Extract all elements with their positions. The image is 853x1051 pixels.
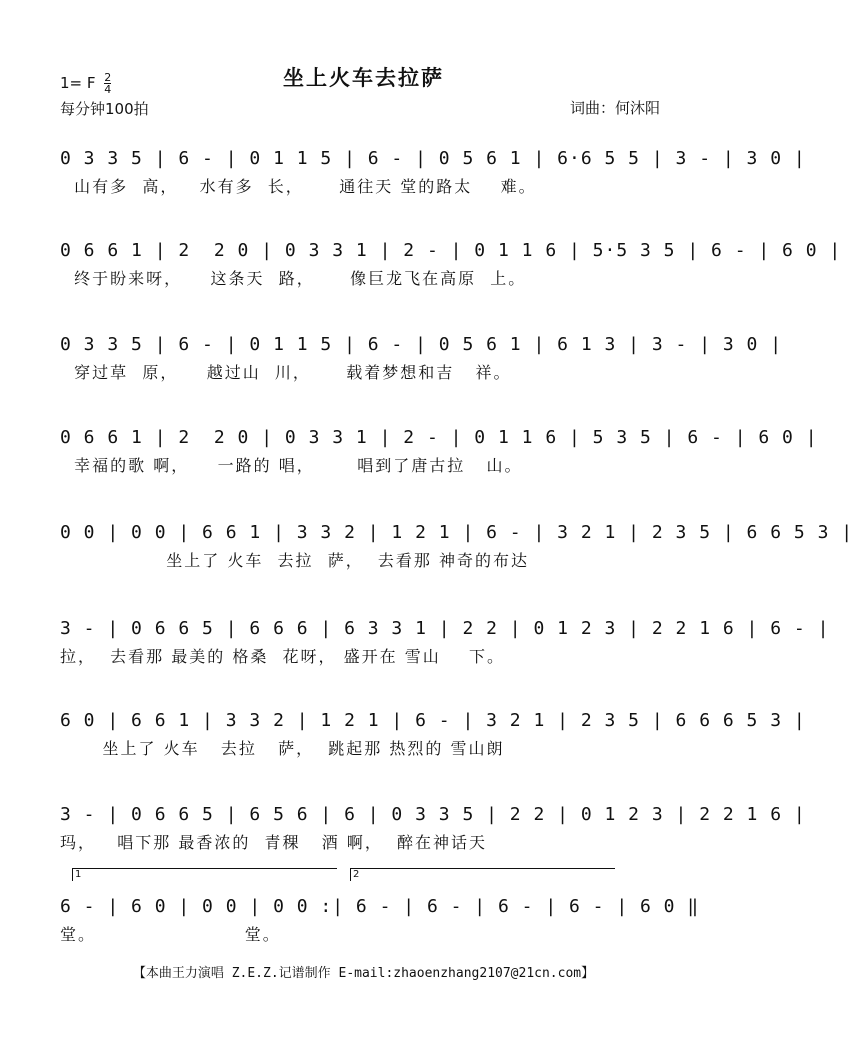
composer-credit: 词曲：何沐阳 [570,99,661,117]
notation-row: 0 3 3 5 | 6 - | 0 1 1 5 | 6 - | 0 5 6 1 | 6·6 5 5 | 3 - | 3 0 | [60,148,806,169]
second-ending-bracket [350,868,615,881]
notation-row: 6 0 | 6 6 1 | 3 3 2 | 1 2 1 | 6 - | 3 2 1 | 2 3 5 | 6 6 6 5 3 | [60,710,806,731]
notation-row: 6 - | 6 0 | 0 0 | 0 0 :| 6 - | 6 - | 6 - | 6 - | 6 0 ‖ [60,896,700,917]
time-signature [104,72,111,95]
score-line-1 [60,148,806,228]
notation-row: 3 - | 0 6 6 5 | 6 5 6 | 6 | 0 3 3 5 | 2 2 | 0 1 2 3 | 2 2 1 6 | [60,804,806,825]
lyrics-row: 坐上了 火车 去拉 萨， 跳起那 热烈的 雪山朗 [60,739,505,758]
lyrics-row: 堂。 堂。 [60,925,281,944]
score-line-3 [60,334,783,414]
lyrics-row: 山有多 高， 水有多 长， 通往天 堂的路太 难。 [60,177,537,196]
key-label: 1= F [60,74,96,92]
lyrics-row: 玛， 唱下那 最香浓的 青稞 酒 啊， 醉在神话天 [60,833,488,852]
lyrics-row: 穿过草 原， 越过山 川， 载着梦想和吉 祥。 [60,363,512,382]
score-line-4 [60,427,818,507]
score-line-2 [60,240,842,320]
notation-row: 0 0 | 0 0 | 6 6 1 | 3 3 2 | 1 2 1 | 6 - | 3 2 1 | 2 3 5 | 6 6 5 3 | [60,522,853,543]
notation-row: 0 3 3 5 | 6 - | 0 1 1 5 | 6 - | 0 5 6 1 | 6 1 3 | 3 - | 3 0 | [60,334,783,355]
notation-row: 3 - | 0 6 6 5 | 6 6 6 | 6 3 3 1 | 2 2 | 0 1 2 3 | 2 2 1 6 | 6 - | [60,618,830,639]
time-signature-top: 2 [104,71,112,84]
tempo-marking: 每分钟100拍 [60,100,149,118]
first-ending-label: 1 [75,869,82,880]
lyrics-row: 拉， 去看那 最美的 格桑 花呀， 盛开在 雪山 下。 [60,647,506,666]
time-signature-bottom: 4 [104,83,112,96]
footer-credit: 【本曲王力演唱 Z.E.Z.记谱制作 E-mail:zhaoenzhang2107@21cn.com】 [132,966,595,981]
lyrics-row: 坐上了 火车 去拉 萨， 去看那 神奇的布达 [60,551,529,570]
first-ending-bracket [72,868,337,881]
notation-row: 0 6 6 1 | 2 2 0 | 0 3 3 1 | 2 - | 0 1 1 6 | 5 3 5 | 6 - | 6 0 | [60,427,818,448]
score-line-7 [60,710,806,790]
notation-row: 0 6 6 1 | 2 2 0 | 0 3 3 1 | 2 - | 0 1 1 6 | 5·5 3 5 | 6 - | 6 0 | [60,240,842,261]
score-line-6 [60,618,830,698]
second-ending-label: 2 [353,869,360,880]
lyrics-row: 幸福的歌 啊， 一路的 唱， 唱到了唐古拉 山。 [60,456,523,475]
song-title: 坐上火车去拉萨 [283,66,444,90]
lyrics-row: 终于盼来呀， 这条天 路， 像巨龙飞在高原 上。 [60,269,527,288]
key-signature [60,72,111,95]
score-line-5 [60,522,853,602]
